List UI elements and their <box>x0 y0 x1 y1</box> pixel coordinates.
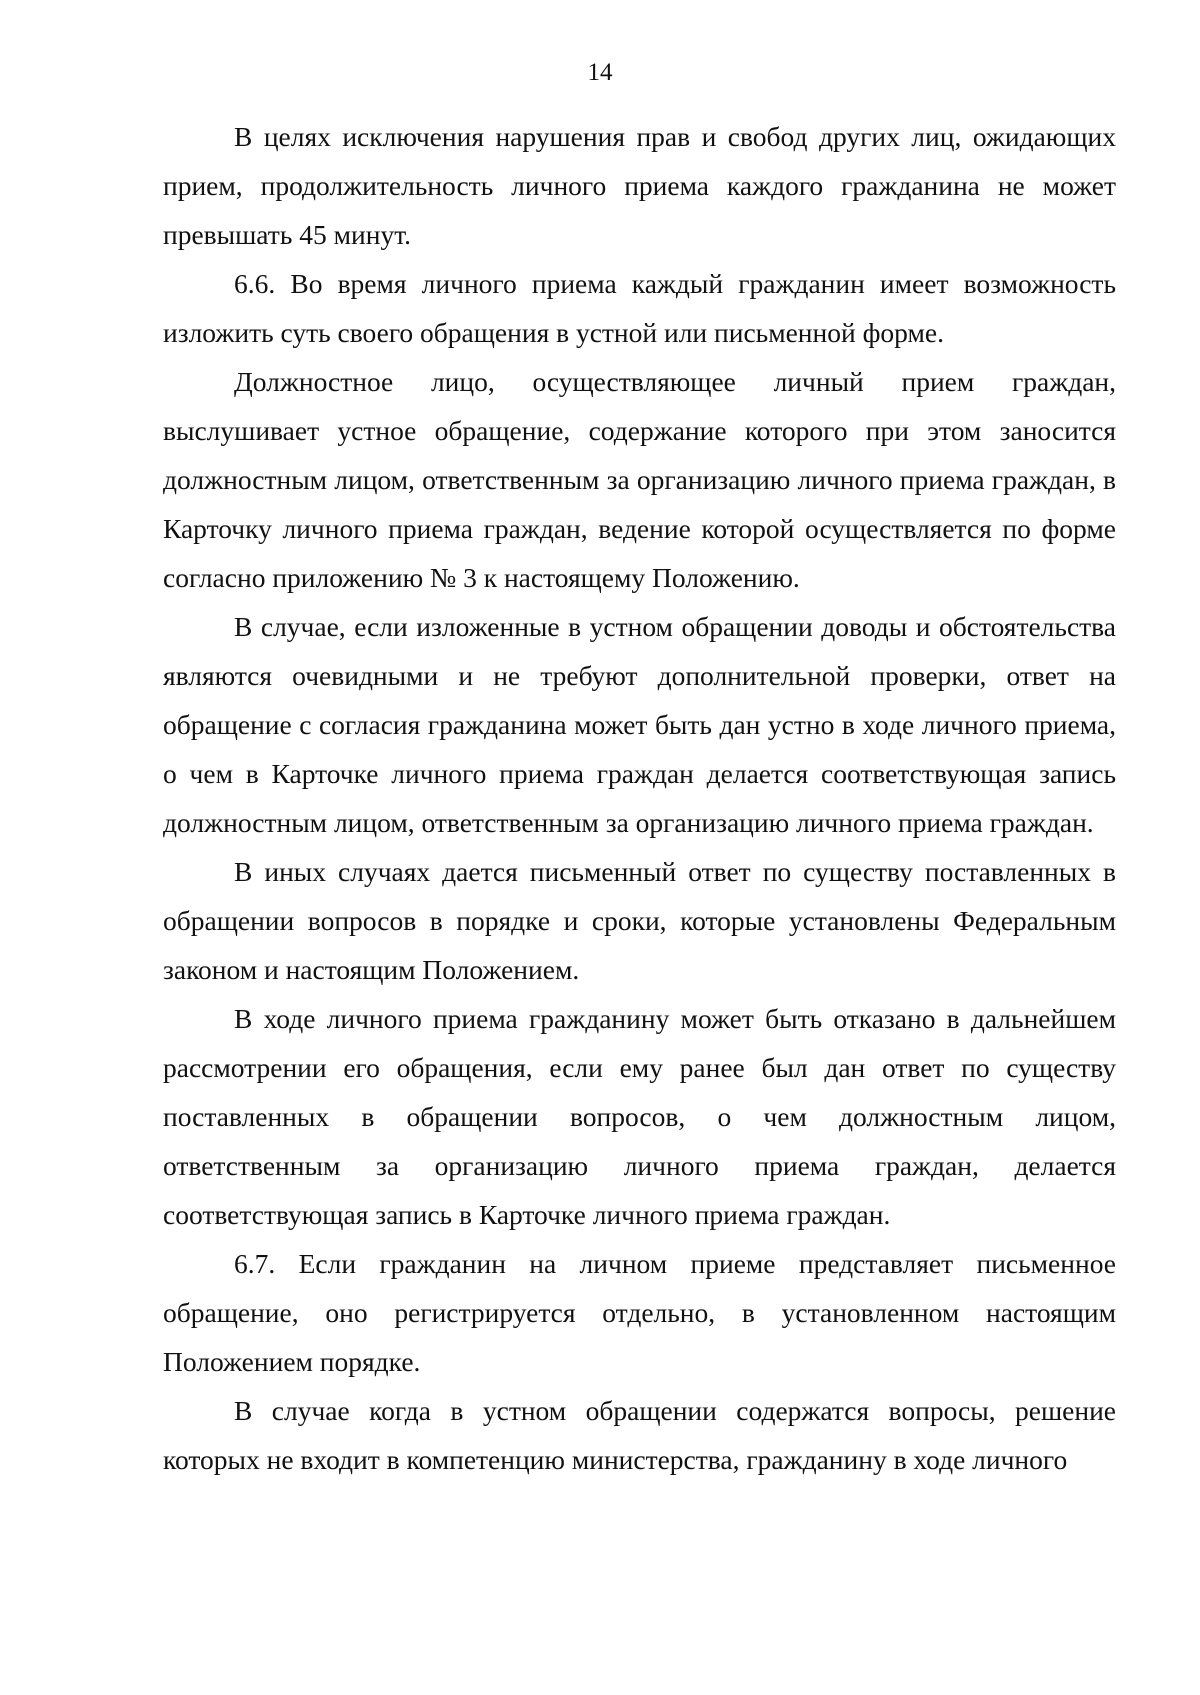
document-body <box>163 112 1116 1484</box>
paragraph: В случае, если изложенные в устном обращении доводы и обстоятельства являются очевидными и не требуют дополнительной проверки, ответ на обращение с согласия гражданина может быть дан устно в ходе личного приема, о чем в Карточке личного приема граждан делается соответствующая запись должностным лицом, ответственным за организацию личного приема граждан. <box>163 611 1116 838</box>
paragraph: 6.7. Если гражданин на личном приеме представляет письменное обращение, оно регистрируется отдельно, в установленном настоящим Положением порядке. <box>163 1248 1116 1377</box>
paragraph: В случае когда в устном обращении содержатся вопросы, решение которых не входит в компетенцию министерства, гражданину в ходе личного <box>163 1395 1116 1475</box>
paragraph: 6.6. Во время личного приема каждый гражданин имеет возможность изложить суть своего обращения в устной или письменной форме. <box>163 268 1116 348</box>
paragraph: Должностное лицо, осуществляющее личный прием граждан, выслушивает устное обращение, содержание которого при этом заносится должностным лицом, ответственным за организацию личного приема граждан, в Карточку личного приема граждан, ведение которой осуществляется по форме согласно приложению № 3 к настоящему Положению. <box>163 366 1116 593</box>
page-number: 14 <box>587 59 613 86</box>
paragraph: В иных случаях дается письменный ответ по существу поставленных в обращении вопросов в порядке и сроки, которые установлены Федеральным законом и настоящим Положением. <box>163 856 1116 985</box>
paragraph: В ходе личного приема гражданину может быть отказано в дальнейшем рассмотрении его обращения, если ему ранее был дан ответ по существу поставленных в обращении вопросов, о чем должностным лицом, ответственным за организацию личного приема граждан, делается соответствующая запись в Карточке личного приема граждан. <box>163 1003 1116 1230</box>
paragraph: В целях исключения нарушения прав и свобод других лиц, ожидающих прием, продолжительность личного приема каждого гражданина не может превышать 45 минут. <box>163 121 1116 250</box>
